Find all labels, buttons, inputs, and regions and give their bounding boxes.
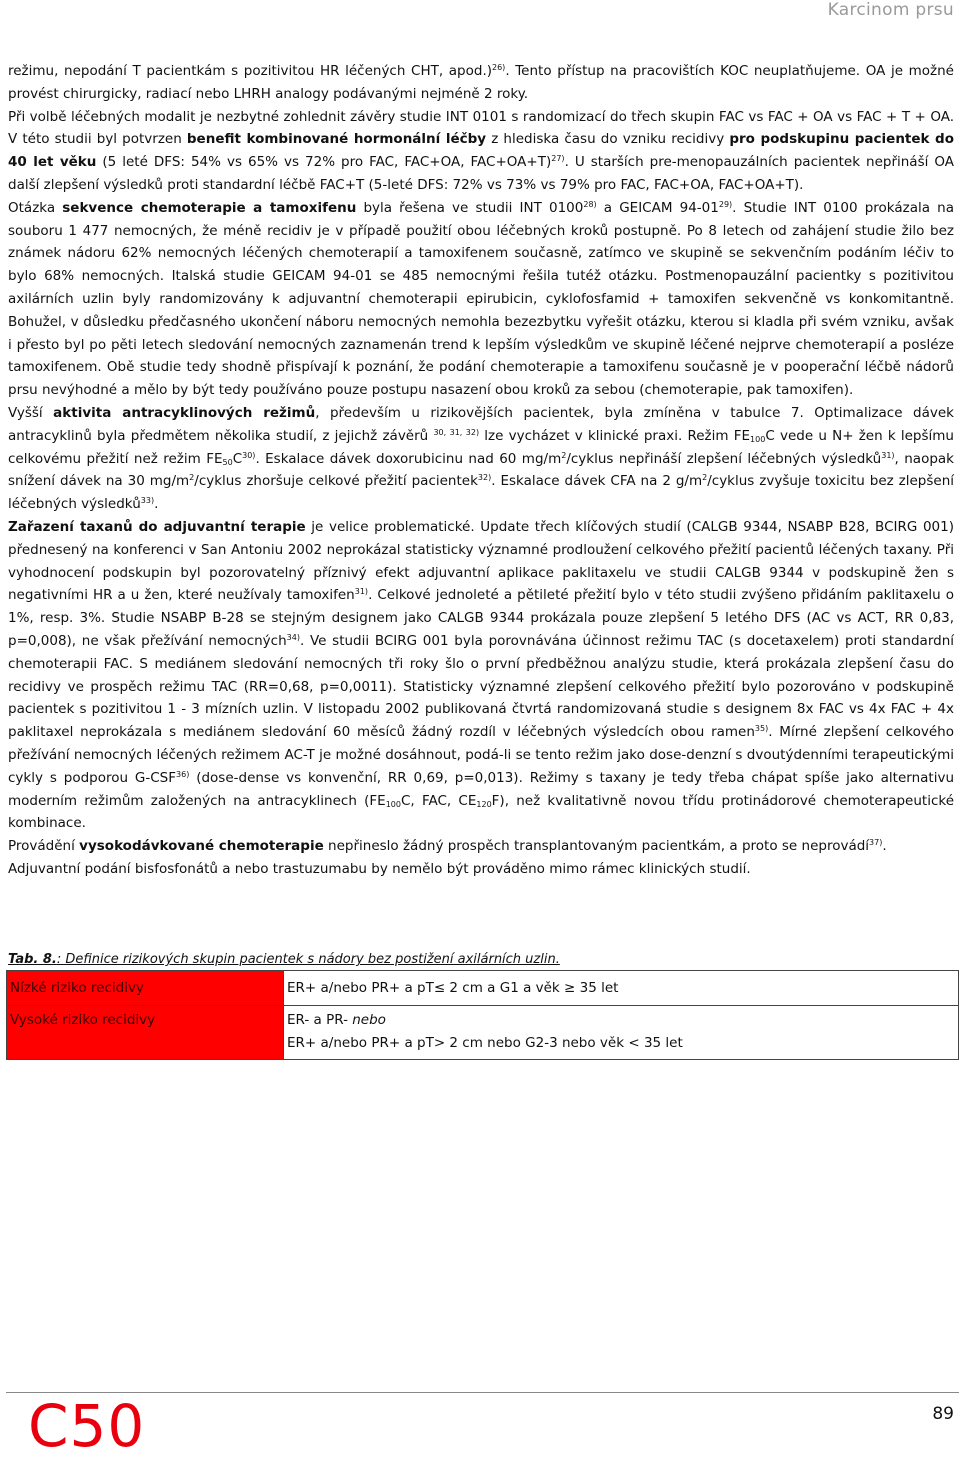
text-run: /cyklus nepřináší zlepšení léčebných výsledků [566,450,882,467]
text-run: Otázka [8,199,63,216]
text-run: . Celkové jednoleté a pětileté přežití bylo v této studii zvýšeno přidáním paklitaxelu o 1%, resp. 3%. Studie NSABP B-28 se stejným designem jako CALGB 9344 prokázala pouze zlepšení 5 letého DFS (AC vs ACT, RR 0,83, p=0,008), ne však přežívání nemocných [8,587,954,649]
text-run: Při volbě léčebných modalit je nezbytné zohlednit závěry studie INT 0101 s randomizací do třech skupin FAC vs FAC + OA vs FAC + T + OA. V této studii byl potvrzen [8,108,954,148]
reference-superscript: 34) [286,632,300,642]
text-run: Vyšší [8,404,54,421]
high-risk-line-2: ER+ a/nebo PR+ a pT> 2 cm nebo G2-3 nebo věk < 35 let [287,1035,683,1051]
text-run: . Ve studii BCIRG 001 byla porovnávána účinnost režimu TAC (s docetaxelem) proti standardní chemoterapii FAC. S mediánem sledování nemocných tři roky šlo o první předběžnou analýzu studie, která prokázala zlepšení času do recidivy ve prospěch režimu TAC (RR=0,68, p=0,0011). Statisticky významné zlepšení celkového přežití bylo pozorováno v podskupině pacientek s pozitivitou 1 - 3 mízních uzlin. V listopadu 2002 publikovaná čtvrtá randomizovaná studie s designem 8x FAC vs 4x FAC + 4x paklitaxel neprokázala s mediánem sledování 60 měsíců žádný rozdíl v léčebných výsledcích obou ramen [8,632,955,741]
paragraph [8,197,954,402]
reference-superscript: 31) [354,587,369,597]
footer-divider [6,1392,959,1393]
reference-superscript: 28) [583,199,597,209]
text-run: . U starších pre-menopauzálních pacientek nepřináší OA další zlepšení výsledků proti standardní léčbě FAC+T (5-leté DFS: 72% vs 73% vs 79% pro FAC, FAC+OA, FAC+OA+T). [8,154,954,193]
paragraph [8,106,954,197]
reference-superscript: 33) [140,496,155,506]
paragraph [8,60,954,106]
text-run: (dose-dense vs konvenční, RR 0,69, p=0,013). Režimy s taxany je tedy třeba chápat spíše jako alternativu moderním režimům založených na antracyklinech (FE [8,769,954,809]
reference-superscript: 2 [189,473,195,483]
text-run: je velice problematické. Update třech klíčových studií (CALGB 9344, NSABP B28, BCIRG 001) přednesený na konferenci v San Antoniu 2002 neprokázal statisticky významné prodloužení celkového přežití pacientů léčených taxany. Při vyhodnocení podskupin byl pozorovatelný příznivý efekt adjuvantní aplikace paklitaxelu ve studii CALGB 9344 v podskupině žen s negativními HR a u žen, které neužívaly tamoxifen [8,518,954,604]
text-run: /cyklus zvyšuje toxicitu bez zlepšení léčebných výsledků [8,473,955,513]
text-run: C [232,450,243,467]
text-run: C, FAC, CE [400,792,477,809]
high-risk-line-1: ER- a PR- nebo [287,1012,386,1028]
paragraph [8,835,954,858]
text-run: , především u rizikovějších pacientek, byla zmíněna v tabulce 7. Optimalizace dávek antracyklinů byla předmětem několika studií, z jejichž závěrů [8,404,954,444]
emphasis-text: benefit kombinované hormonální léčby [186,131,487,148]
text-run: lze vycházet v klinické praxi. Režim FE [479,427,751,444]
text-run: (5 leté DFS: 54% vs 65% vs 72% pro FAC, FAC+OA, FAC+OA+T) [96,154,552,171]
text-run: byla řešena ve studii INT 0100 [356,199,584,216]
paragraph [8,402,954,516]
text-run: . Eskalace dávek CFA na 2 g/m [491,473,703,490]
body-text [8,60,954,881]
table-caption-label: Tab. 8. [8,952,57,967]
reference-superscript: 35) [754,724,769,734]
text-run: režimu, nepodání T pacientkám s pozitivitou HR léčených CHT, apod.) [8,63,492,79]
text-run: /cyklus zhoršuje celkové přežití pacientek [194,473,478,490]
running-header: Karcinom prsu [827,0,954,20]
reference-superscript: 32) [477,473,492,483]
high-risk-value-cell [284,1006,959,1060]
text-run: Adjuvantní podání bisfosfonátů a nebo trastuzumabu by nemělo být prováděno mimo rámec klinických studií. [8,860,751,877]
text-run: . Mírné zlepšení celkového přežívání nemocných léčených režimem AC-T je možné dosáhnout, podá-li se tento režim jako dose-denzní s dvoutýdenními terapeutickými cykly s podporou G-CSF [8,724,954,786]
text-run: . [882,838,887,855]
text-run: a GEICAM 94-01 [596,199,719,216]
emphasis-text: pro podskupinu pacientek do 40 let věku [8,131,954,171]
reference-superscript: 2 [702,473,708,483]
table-row [7,971,959,1006]
table-caption [8,952,560,967]
paragraph [8,516,954,835]
text-run: . Eskalace dávek doxorubicinu nad 60 mg/m [255,450,562,467]
text-run: nepřineslo žádný prospěch transplantovaným pacientkám, a proto se neprovádí [323,838,870,855]
emphasis-text: aktivita antracyklinových režimů [53,404,316,421]
text-run: . Studie INT 0100 prokázala na souboru 1 477 nemocných, že méně recidiv je v případě použití obou léčebných kroků postupně. Po 8 letech od zahájení studie žilo bez známek nádoru 62% nemocných léčených chemoterapií a tamoxifenem současně, zatímco ve skupině se sekvenčním podáním léčiv to bylo 68% nemocných. Italská studie GEICAM 94-01 se 485 nemocnými řešila tutéž otázku. Postmenopauzální pacientky s pozitivitou axilárních uzlin byly randomizovány k adjuvantní chemoterapii epirubicin, cyklofosfamid + tamoxifen sekvenčně vs konkomitantně. Bohužel, v důsledku předčasného ukončení náboru nemocných nemohla bezezbytku vyřešit otázku, kterou si kladla při svém vzniku, avšak i přesto byl po pěti letech sledování nemocných zaznamenán trend k lepším výsledkům ve skupině léčené nejprve chemoterapií a posléze tamoxifenem. Obě studie tedy shodně přispívají k poznání, že podání chemoterapie a tamoxifenu současně je v pooperační léčbě nádorů prsu nevýhodné a mělo by být tedy používáno pouze postupu nasazení obou kroků za sebou (chemoterapie, pak tamoxifen). [8,199,954,399]
subscript: 50 [222,457,233,467]
subscript: 100 [385,799,401,809]
high-risk-label-cell: Vysoké riziko recidivy [7,1006,284,1060]
text-run: , naopak snížení dávek na 30 mg/m [8,450,954,490]
text-run: z hlediska času do vzniku recidivy [486,131,730,148]
text-run: C vede u N+ žen k lepšímu celkovému přežití než režim FE [8,427,954,467]
text-run: F), než kvalitativně novou třídu protinádorové chemoterapeutické kombinace. [8,792,955,832]
text-run: . [154,496,159,513]
table-caption-text: : Definice rizikových skupin pacientek s nádory bez postižení axilárních uzlin. [56,952,560,967]
reference-superscript: 31) [881,450,895,460]
risk-groups-table [6,970,959,1060]
subscript: 120 [476,799,492,809]
low-risk-value-cell: ER+ a/nebo PR+ a pT≤ 2 cm a G1 a věk ≥ 35 let [284,971,959,1006]
reference-superscript: 30) [242,450,256,460]
reference-superscript: 26) [492,63,506,72]
low-risk-label-cell: Nízké riziko recidivy [7,971,284,1006]
text-run: Provádění [8,838,80,855]
reference-superscript: 29) [718,199,733,209]
paragraph [8,858,954,881]
reference-superscript: 2 [561,450,567,460]
page-number: 89 [932,1404,954,1424]
table-row [7,1006,959,1060]
reference-superscript: 36) [176,769,190,779]
emphasis-text: sekvence chemoterapie a tamoxifenu [62,199,357,216]
text-run: . Tento přístup na pracovištích KOC neuplatňujeme. OA je možné provést chirurgicky, radiací nebo LHRH analogy podávanými nejméně 2 roky. [8,63,954,102]
emphasis-text: Zařazení taxanů do adjuvantní terapie [8,518,306,535]
subscript: 100 [750,434,766,444]
reference-superscript: 37) [869,838,883,848]
reference-superscript: 27) [551,154,565,164]
emphasis-text: vysokodávkované chemoterapie [79,838,324,855]
reference-superscript: 30, 31, 32) [433,427,480,437]
diagnosis-code-logo: C50 [28,1392,146,1460]
